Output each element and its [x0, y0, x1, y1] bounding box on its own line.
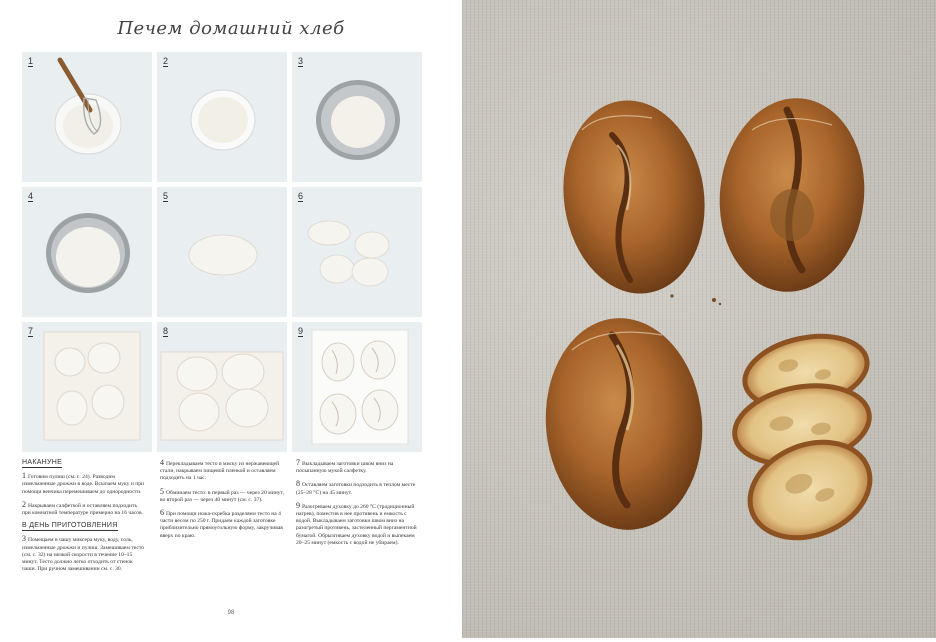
risen-dough-image — [22, 187, 152, 317]
instruction-number: 2 — [22, 499, 26, 509]
instruction-text: Перекладываем тесто в миску из нержавеющей стали, накрываем пищевой пленкой и оставляем подходить на 1 час. — [160, 461, 280, 482]
step-number: 7 — [28, 326, 34, 336]
step-number: 4 — [28, 191, 34, 201]
section-header: В ДЕНЬ ПРИГОТОВЛЕНИЯ — [22, 522, 118, 531]
step-photo-5 — [157, 187, 287, 317]
instruction-text: Готовим пулиш (см. с. 24). Разводим измельченные дрожжи в воде. Всыпаем муку и при помощи венчика перемешиваем до однородности. — [22, 474, 145, 495]
page-number: 98 — [227, 610, 235, 616]
instruction-step — [160, 459, 284, 483]
instruction-step — [296, 502, 420, 547]
left-page — [0, 0, 462, 638]
step-photo-3 — [292, 52, 422, 182]
proofed-loaves-image — [157, 322, 287, 452]
instruction-text: Разогреваем духовку до 260 °С (традиционный нагрев), поместив в нее противень и емкость с водой. Выкладываем заготовки швом вниз на разогретый противень, застеленный пергаментной бумагой. Обрызгиваем духовку водой и выпекаем 20–25 минут (емкость с водой не убираем). — [296, 503, 417, 546]
instruction-number: 9 — [296, 500, 300, 510]
scored-loaves-image — [292, 322, 422, 452]
divided-dough-image — [292, 187, 422, 317]
instruction-step — [296, 459, 420, 475]
step-number: 5 — [163, 191, 169, 201]
step-photo-1 — [22, 52, 152, 182]
step-photo-9 — [292, 322, 422, 452]
loaves-on-cloth-image — [22, 322, 152, 452]
instruction-text: Обминаем тесто: в первый раз — через 20 минут, во второй раз — через 40 минут (см. с. 37). — [160, 489, 284, 503]
instruction-number: 5 — [160, 486, 164, 496]
instruction-number: 6 — [160, 508, 164, 518]
instructions-column-2 — [160, 459, 284, 545]
bread-photo — [462, 0, 936, 638]
instruction-text: Помещаем в чашу миксера муку, воду, соль, измельченные дрожжи и пулиш. Замешиваем тесто (см. с. 32) на низкой скорости в течение 10–15 минут. Тесто должно легко отходить от стенок чаши. При ручном замешивании см. с. 30. — [22, 537, 145, 573]
step-number: 3 — [298, 56, 304, 66]
instruction-number: 1 — [22, 471, 26, 481]
dough-steel-bowl-image — [292, 52, 422, 182]
step-photo-4 — [22, 187, 152, 317]
instruction-text: Выкладываем заготовки швом вниз на посыпанную мукой салфетку. — [296, 461, 394, 475]
instruction-step — [22, 535, 146, 573]
instruction-step — [22, 501, 146, 517]
whisk-bowl-image — [22, 52, 152, 182]
step-number: 9 — [298, 326, 304, 336]
instruction-number: 3 — [22, 534, 26, 544]
instruction-text: При помощи ножа-скребка разделяем тесто на 4 части весом по 250 г. Придаем каждой заготовке приблизительно прямоугольную форму, закручивая вверх по краю. — [160, 511, 283, 539]
step-number: 1 — [28, 56, 34, 66]
instructions-column-3 — [296, 459, 420, 552]
step-photo-6 — [292, 187, 422, 317]
page-title: Печем домашний хлеб — [117, 18, 345, 39]
instruction-step — [160, 509, 284, 540]
step-photo-grid — [22, 52, 422, 452]
flour-bowl-image — [157, 52, 287, 182]
instruction-step — [160, 488, 284, 504]
instructions-column-1 — [22, 459, 146, 578]
step-photo-8 — [157, 322, 287, 452]
section-header: НАКАНУНЕ — [22, 459, 62, 468]
step-number: 6 — [298, 191, 304, 201]
instruction-text: Оставляем заготовки подходить в теплом месте (25–28 °С) на 45 минут. — [296, 482, 416, 496]
instruction-number: 7 — [296, 458, 300, 467]
shaped-dough-image — [157, 187, 287, 317]
instruction-step — [296, 480, 420, 496]
step-number: 8 — [163, 326, 169, 336]
step-photo-2 — [157, 52, 287, 182]
instruction-text: Накрываем салфеткой и оставляем подходить при комнатной температуре примерно на 16 часов. — [22, 502, 144, 517]
instruction-number: 4 — [160, 458, 164, 467]
step-number: 2 — [163, 56, 169, 66]
instruction-step — [22, 472, 146, 496]
instruction-number: 8 — [296, 479, 300, 489]
bread-loaves-image — [462, 0, 936, 638]
step-photo-7 — [22, 322, 152, 452]
